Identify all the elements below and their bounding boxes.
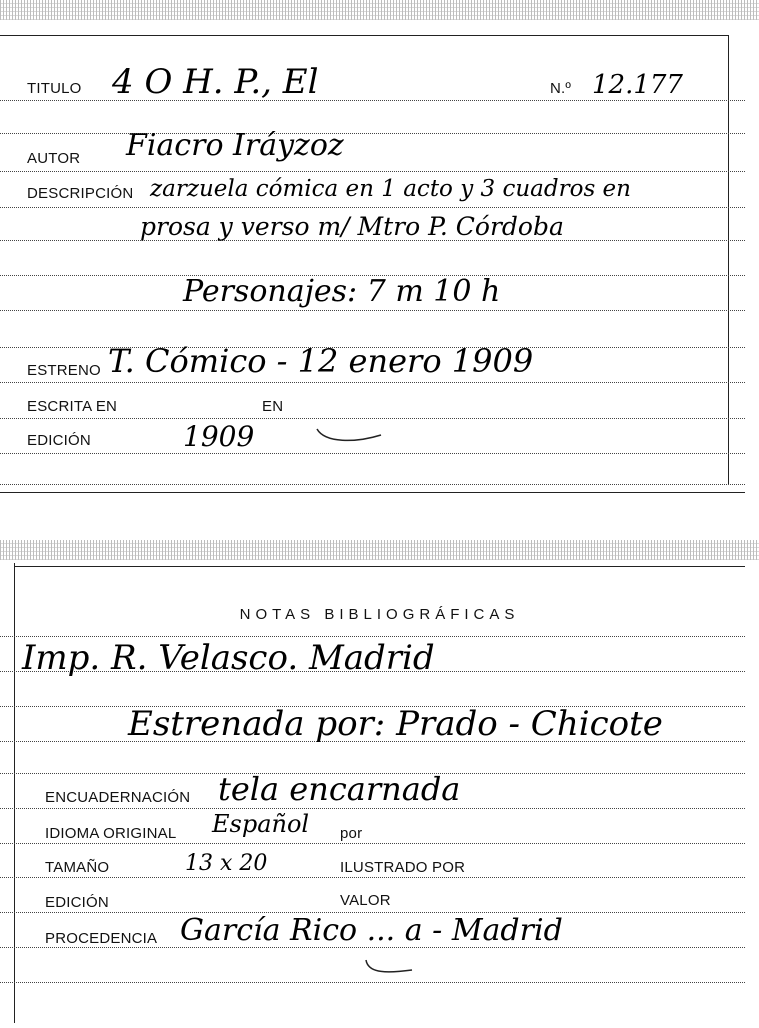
dotted-rule — [0, 877, 745, 878]
ink-stroke — [315, 425, 385, 445]
value-numero: 12.177 — [592, 70, 683, 100]
label-edicion-2: EDICIÓN — [45, 894, 109, 911]
value-tamano: 13 x 20 — [185, 851, 268, 876]
label-por: por — [340, 825, 363, 842]
label-descripcion: DESCRIPCIÓN — [27, 185, 134, 202]
card-top-border — [14, 566, 745, 567]
dotted-rule — [0, 843, 745, 844]
value-descripcion-line2: prosa y verso m/ Mtro P. Córdoba — [140, 212, 564, 241]
label-estreno: ESTRENO — [27, 362, 101, 379]
label-encuadernacion: ENCUADERNACIÓN — [45, 789, 191, 806]
dotted-rule — [0, 453, 745, 454]
scan-noise-border — [0, 0, 759, 20]
dotted-rule — [0, 382, 745, 383]
value-encuadernacion: tela encarnada — [218, 770, 461, 808]
value-personajes: Personajes: 7 m 10 h — [183, 274, 501, 309]
notes-title: NOTAS BIBLIOGRÁFICAS — [239, 606, 520, 623]
label-ilustrado-por: ILUSTRADO POR — [340, 859, 466, 876]
value-estreno: T. Cómico - 12 enero 1909 — [108, 342, 534, 380]
dotted-rule — [0, 418, 745, 419]
label-titulo: TITULO — [27, 80, 82, 97]
dotted-rule — [0, 171, 745, 172]
dotted-rule — [0, 636, 745, 637]
value-autor: Fiacro Iráyzoz — [126, 128, 344, 163]
label-edicion: EDICIÓN — [27, 432, 91, 449]
value-idioma-original: Español — [212, 810, 310, 838]
value-descripcion-line1: zarzuela cómica en 1 acto y 3 cuadros en — [150, 176, 631, 202]
dotted-rule — [0, 484, 745, 485]
dotted-rule — [0, 808, 745, 809]
catalog-card-front — [0, 0, 759, 495]
card-top-border — [0, 35, 728, 36]
label-numero: N.º — [550, 80, 572, 97]
label-tamano: TAMAÑO — [45, 859, 110, 876]
catalog-card-back — [0, 538, 759, 1028]
dotted-rule — [0, 207, 745, 208]
value-edicion: 1909 — [183, 420, 255, 453]
label-idioma-original: IDIOMA ORIGINAL — [45, 825, 177, 842]
value-titulo: 4 O H. P., El — [112, 62, 319, 102]
card-bottom-border — [0, 492, 745, 493]
dotted-rule — [0, 310, 745, 311]
note-estrenada: Estrenada por: Prado - Chicote — [128, 704, 663, 744]
scan-noise-border — [0, 540, 759, 560]
dotted-rule — [0, 982, 745, 983]
ink-stroke — [362, 958, 422, 978]
dotted-rule — [0, 133, 745, 134]
label-valor: VALOR — [340, 892, 391, 909]
label-en: EN — [262, 398, 284, 415]
label-escrita-en: ESCRITA EN — [27, 398, 118, 415]
card-left-border — [14, 563, 15, 1023]
value-procedencia: García Rico ... a - Madrid — [180, 913, 563, 948]
label-procedencia: PROCEDENCIA — [45, 930, 158, 947]
label-autor: AUTOR — [27, 150, 81, 167]
note-imprenta: Imp. R. Velasco. Madrid — [22, 638, 435, 678]
